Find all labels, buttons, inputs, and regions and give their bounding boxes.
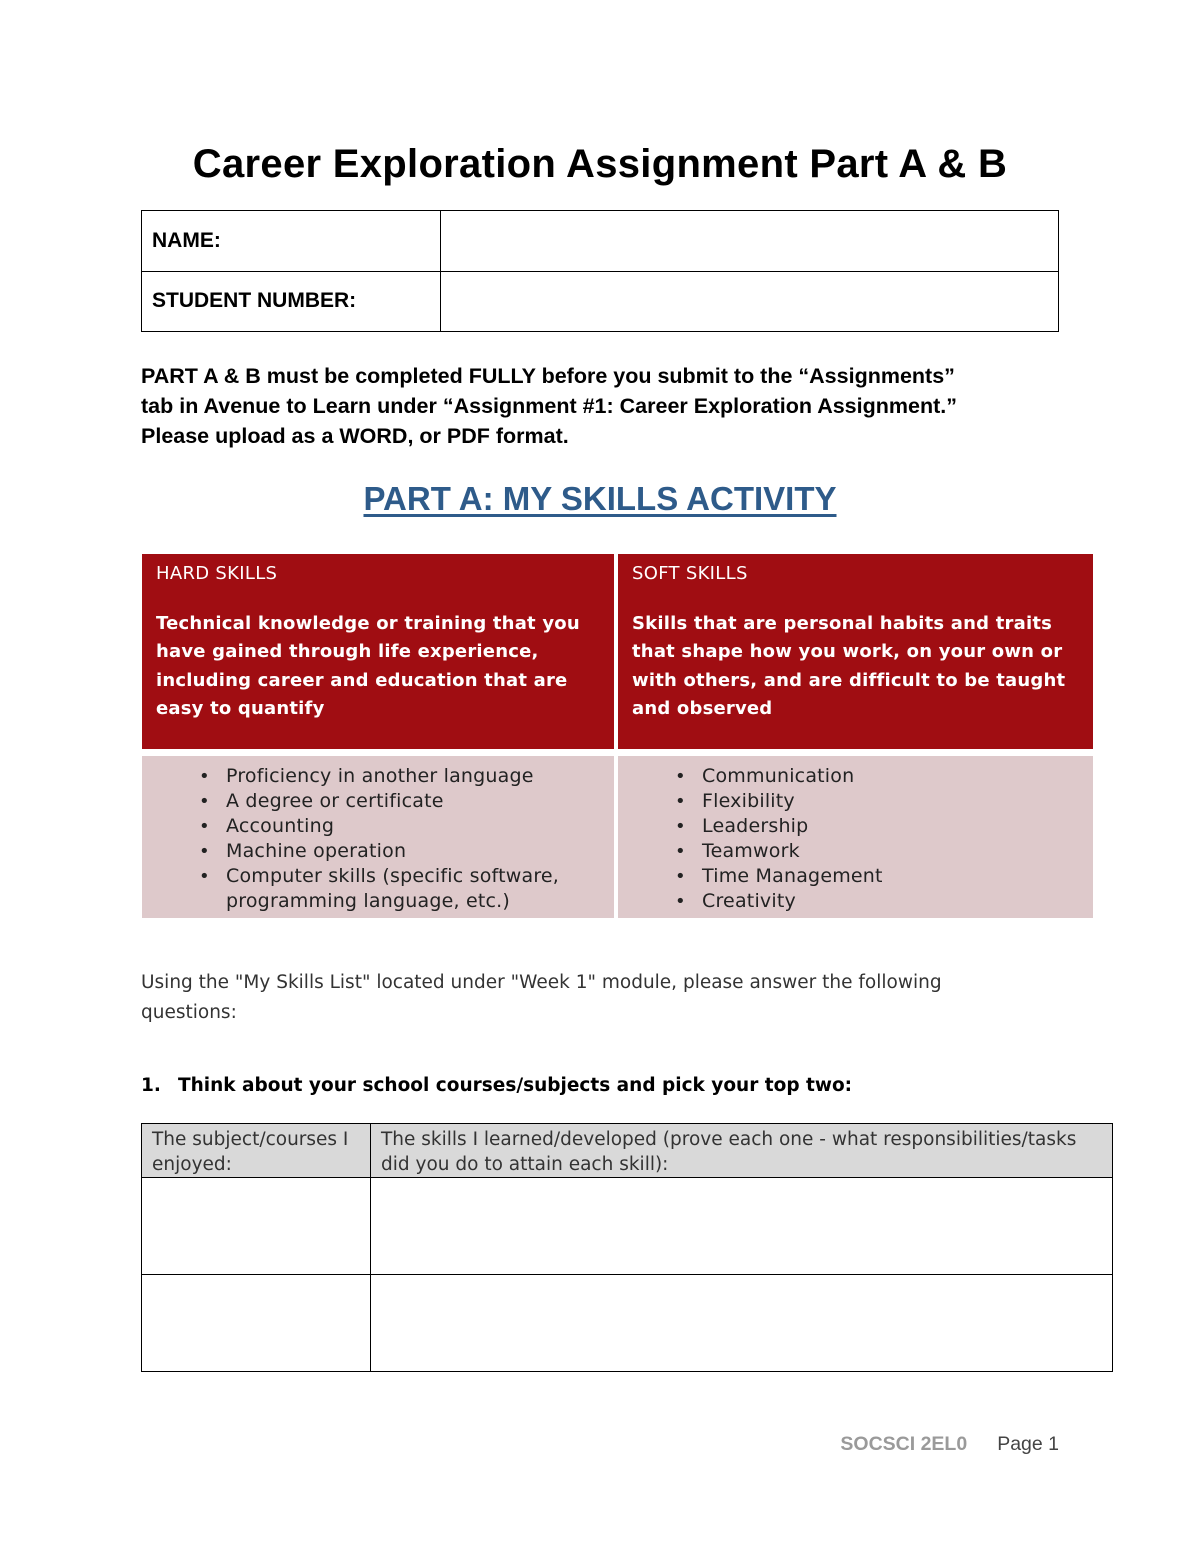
skills-column-header: The skills I learned/developed (prove each one - what responsibilities/tasks did you do to attain each skill): (371, 1124, 1113, 1178)
soft-skills-list-cell (618, 756, 1093, 918)
name-field[interactable] (441, 211, 1059, 272)
soft-skills-header (618, 554, 1093, 749)
question-text: Think about your school courses/subjects and pick your top two: (178, 1075, 853, 1096)
list-item: • Computer skills (specific software, programming language, etc.) (142, 864, 614, 914)
courses-answer-table (141, 1123, 1113, 1372)
list-item: • Leadership (618, 814, 1093, 839)
hard-skills-list (142, 764, 614, 914)
name-label: NAME: (142, 211, 441, 272)
page-footer (840, 1433, 1059, 1456)
submission-instructions (141, 361, 1071, 451)
question-number: 1. (141, 1075, 161, 1096)
hard-skills-title: HARD SKILLS (156, 563, 278, 584)
list-item: • Proficiency in another language (142, 764, 614, 789)
course-code: SOCSCI 2EL0 (840, 1433, 968, 1455)
instructions-line: Please upload as a WORD, or PDF format. (141, 424, 569, 448)
instructions-line: PART A & B must be completed FULLY before you submit to the “Assignments” (141, 364, 955, 388)
subject-answer-cell[interactable] (142, 1178, 371, 1275)
student-info-table (141, 210, 1059, 332)
list-item: • Time Management (618, 864, 1093, 889)
table-row (142, 1275, 1113, 1372)
list-item: • Accounting (142, 814, 614, 839)
list-item: • Flexibility (618, 789, 1093, 814)
student-number-label: STUDENT NUMBER: (142, 271, 441, 332)
student-number-field[interactable] (441, 271, 1059, 332)
table-row (142, 1178, 1113, 1275)
subject-column-header: The subject/courses I enjoyed: (142, 1124, 371, 1178)
page-number: Page 1 (997, 1433, 1059, 1455)
skills-answer-cell[interactable] (371, 1178, 1113, 1275)
hard-skills-header (142, 554, 614, 749)
subject-answer-cell[interactable] (142, 1275, 371, 1372)
instructions-line: tab in Avenue to Learn under “Assignment #1: Career Exploration Assignment.” (141, 394, 957, 418)
skills-answer-cell[interactable] (371, 1275, 1113, 1372)
document-title: Career Exploration Assignment Part A & B (192, 142, 1008, 186)
list-item: • Machine operation (142, 839, 614, 864)
list-item: • Communication (618, 764, 1093, 789)
soft-skills-title: SOFT SKILLS (632, 563, 748, 584)
list-item: • Teamwork (618, 839, 1093, 864)
list-item: • Creativity (618, 889, 1093, 914)
part-a-heading: PART A: MY SKILLS ACTIVITY (363, 480, 837, 517)
skills-table (142, 554, 1093, 918)
soft-skills-description: Skills that are personal habits and traits that shape how you work, on your own or with others, and are difficult to be taught and observed (632, 613, 1066, 719)
hard-skills-list-cell (142, 756, 614, 918)
list-item: • A degree or certificate (142, 789, 614, 814)
question-1 (141, 1075, 1041, 1096)
hard-skills-description: Technical knowledge or training that you have gained through life experience, including career and education that are easy to quantify (156, 613, 580, 719)
skills-list-prompt: Using the "My Skills List" located under "Week 1" module, please answer the following questions: (141, 972, 942, 1023)
soft-skills-list (618, 764, 1093, 914)
